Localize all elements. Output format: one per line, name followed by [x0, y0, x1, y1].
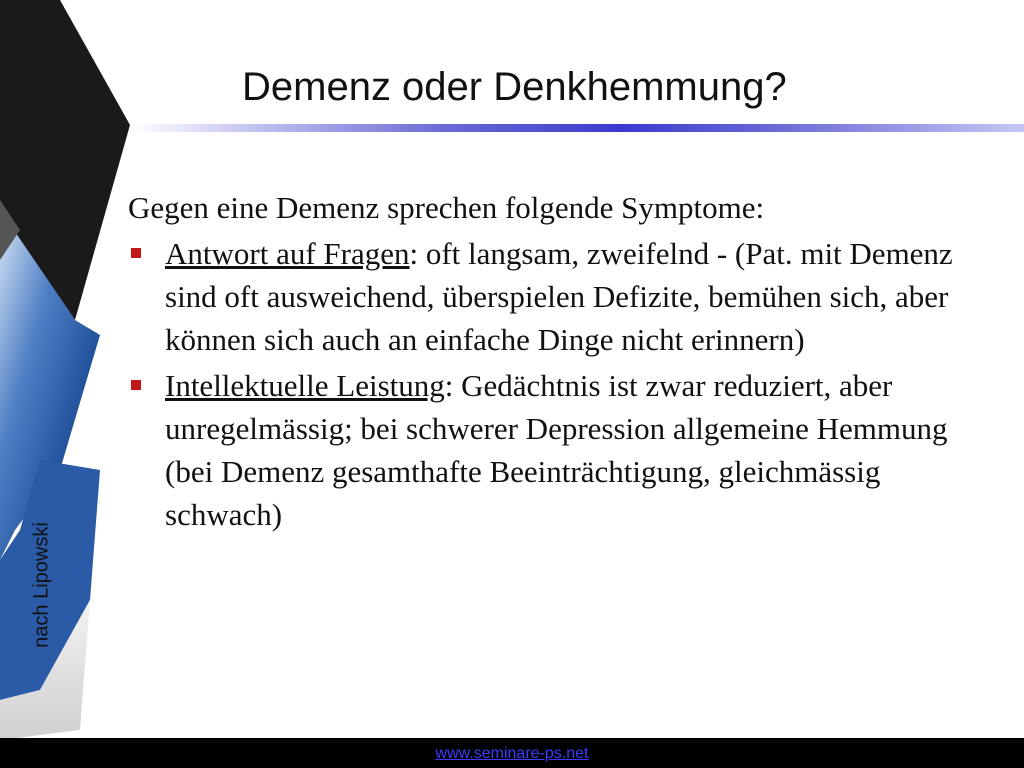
bullet-term: Intellektuelle Leistung	[165, 368, 445, 403]
decorative-side-graphic	[0, 0, 140, 740]
square-bullet-icon	[131, 380, 141, 390]
bullet-text: : oft langsam, zweifelnd - (Pat. mit Demenz sind oft ausweichend, überspielen Defizite, bemühen sich, aber können sich auch an einfache Dinge nicht erinnern)	[165, 236, 953, 357]
side-note-text: nach Lipowski	[30, 522, 53, 648]
bullet-item	[128, 364, 958, 536]
footer-website-link[interactable]: www.seminare-ps.net	[435, 745, 589, 762]
title-underline-rule	[133, 124, 1024, 132]
bullet-item	[128, 232, 958, 361]
footer-bar	[0, 738, 1024, 768]
bullet-text: : Gedächtnis ist zwar reduziert, aber unregelmässig; bei schwerer Depression allgemeine Hemmung (bei Demenz gesamthafte Beeinträchtigung, gleichmässig schwach)	[165, 368, 948, 532]
intro-text: Gegen eine Demenz sprechen folgende Symptome:	[128, 190, 765, 225]
square-bullet-icon	[131, 248, 141, 258]
slide-body	[128, 186, 958, 539]
bullet-term: Antwort auf Fragen	[165, 236, 410, 271]
slide-title: Demenz oder Denkhemmung?	[242, 65, 787, 109]
